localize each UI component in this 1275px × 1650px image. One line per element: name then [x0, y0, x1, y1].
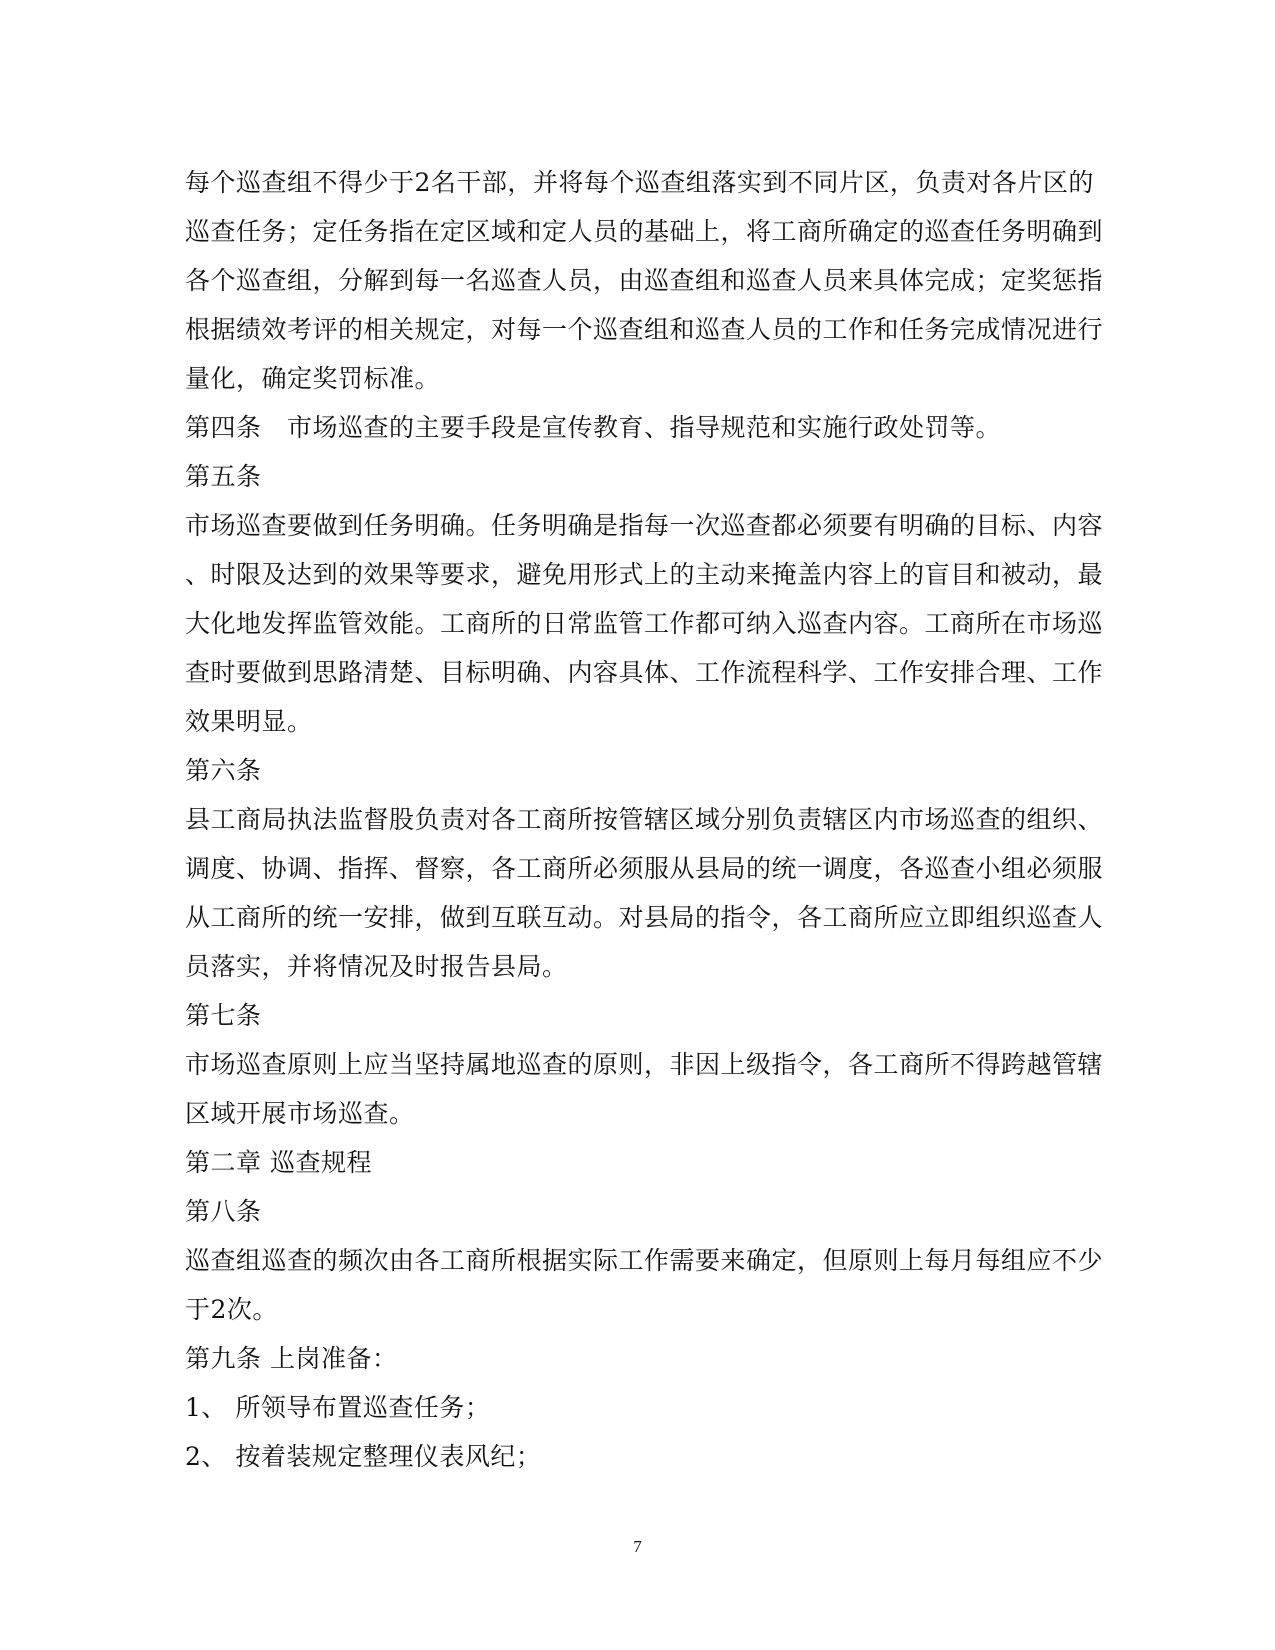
list-item: 1、 所领导布置巡查任务； [185, 1393, 491, 1422]
text-line: 市场巡查要做到任务明确。任务明确是指每一次巡查都必须要有明确的目标、内容 [185, 511, 1104, 540]
text-line: 市场巡查原则上应当坚持属地巡查的原则，非因上级指令，各工商所不得跨越管辖 [185, 1050, 1104, 1079]
text-line: 员落实，并将情况及时报告县局。 [185, 952, 568, 981]
text-line: 量化，确定奖罚标准。 [185, 364, 441, 393]
text-line: 于2次。 [185, 1295, 278, 1324]
text-line: 、时限及达到的效果等要求，避免用形式上的主动来掩盖内容上的盲目和被动，最 [185, 560, 1104, 589]
text-line: 根据绩效考评的相关规定，对每一个巡查组和巡查人员的工作和任务完成情况进行 [185, 315, 1104, 344]
text-line: 效果明显。 [185, 707, 313, 736]
list-item: 2、 按着装规定整理仪表风纪； [185, 1442, 542, 1471]
chapter-heading: 第二章 巡查规程 [185, 1148, 372, 1177]
text-line: 调度、协调、指挥、督察，各工商所必须服从县局的统一调度，各巡查小组必须服 [185, 854, 1104, 883]
document-body [185, 158, 1104, 1481]
text-line: 每个巡查组不得少于2名干部，并将每个巡查组落实到不同片区，负责对各片区的 [185, 168, 1094, 197]
text-line: 大化地发挥监管效能。工商所的日常监管工作都可纳入巡查内容。工商所在市场巡 [185, 609, 1104, 638]
text-line: 从工商所的统一安排，做到互联互动。对县局的指令，各工商所应立即组织巡查人 [185, 903, 1104, 932]
text-line: 巡查任务；定任务指在定区域和定人员的基础上，将工商所确定的巡查任务明确到 [185, 217, 1104, 246]
article-heading: 第四条 市场巡查的主要手段是宣传教育、指导规范和实施行政处罚等。 [185, 413, 1002, 442]
article-heading: 第九条 上岗准备： [185, 1344, 398, 1373]
article-heading: 第五条 [185, 462, 262, 491]
page-number: 7 [633, 1537, 642, 1556]
text-line: 巡查组巡查的频次由各工商所根据实际工作需要来确定，但原则上每月每组应不少 [185, 1246, 1104, 1275]
text-line: 各个巡查组，分解到每一名巡查人员，由巡查组和巡查人员来具体完成；定奖惩指 [185, 266, 1104, 295]
article-heading: 第七条 [185, 1001, 262, 1030]
text-line: 区域开展市场巡查。 [185, 1099, 415, 1128]
text-line: 县工商局执法监督股负责对各工商所按管辖区域分别负责辖区内市场巡查的组织、 [185, 805, 1104, 834]
article-heading: 第六条 [185, 756, 262, 785]
article-heading: 第八条 [185, 1197, 262, 1226]
text-line: 查时要做到思路清楚、目标明确、内容具体、工作流程科学、工作安排合理、工作 [185, 658, 1104, 687]
